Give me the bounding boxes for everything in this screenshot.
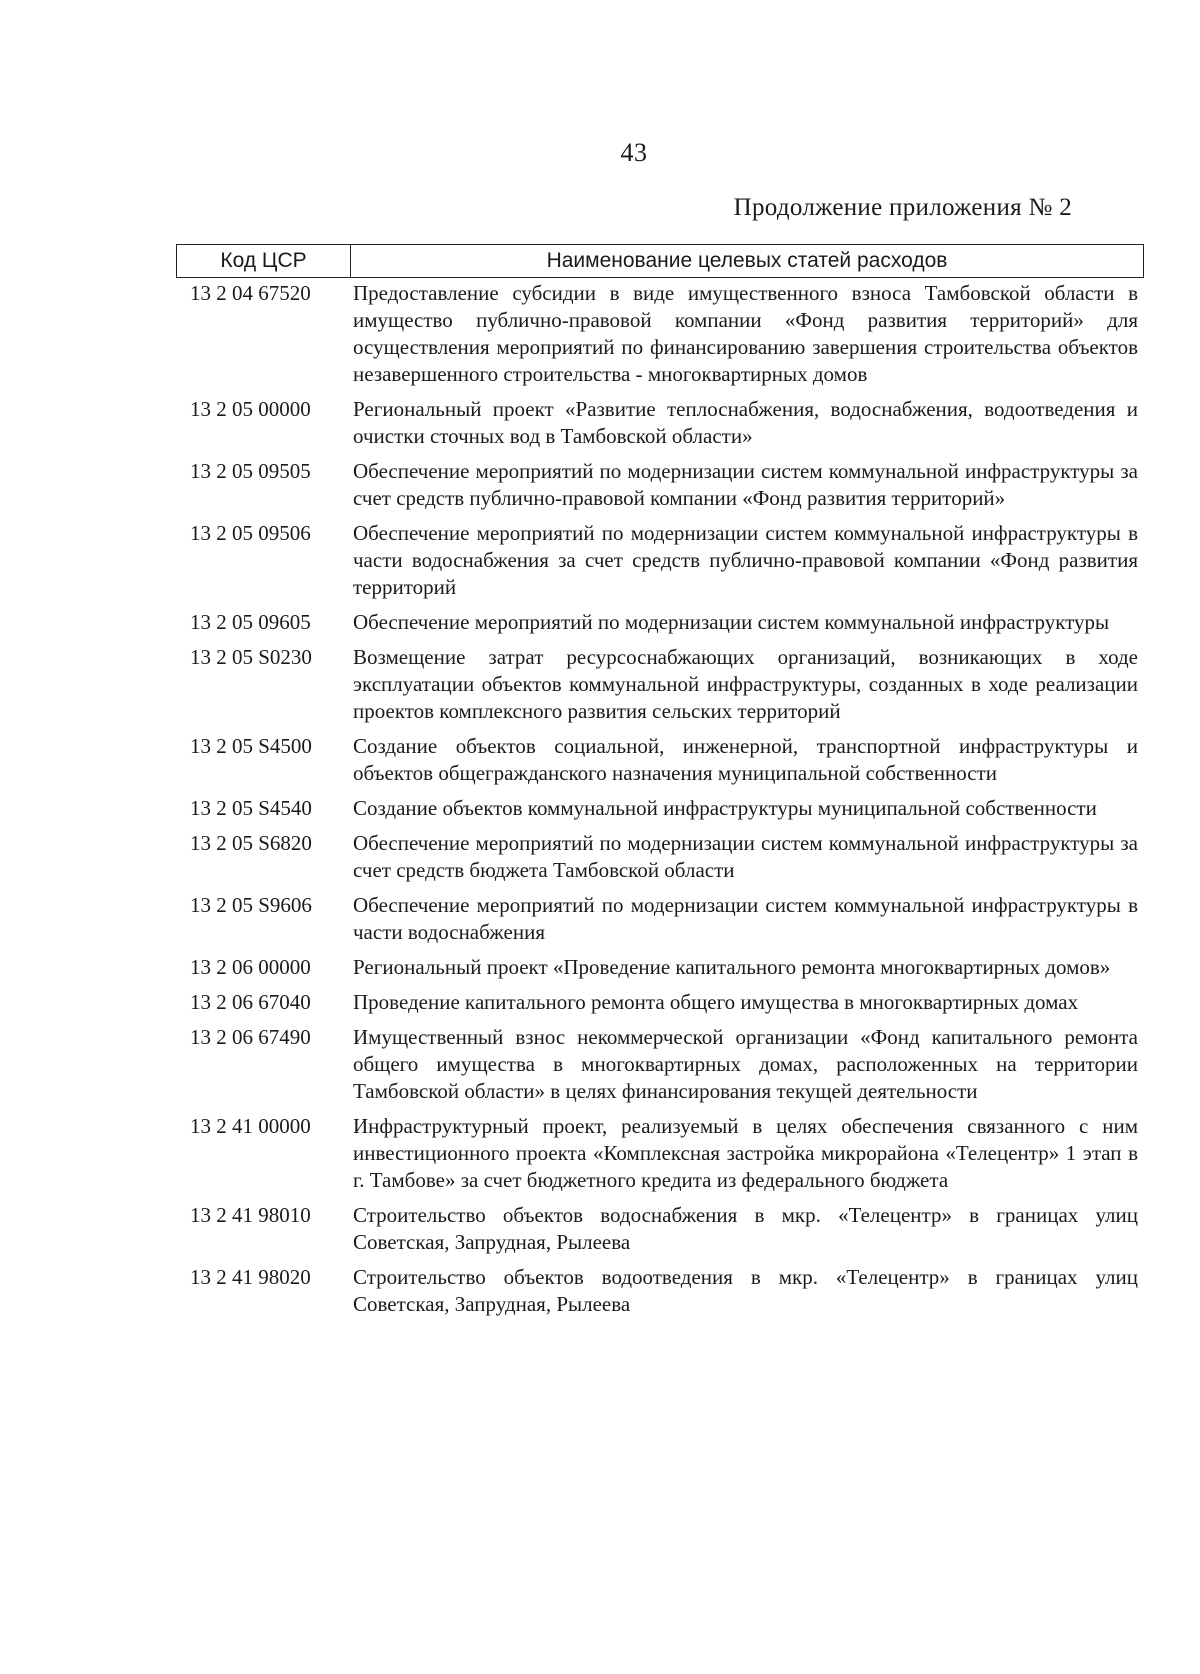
row-name: Обеспечение мероприятий по модернизации систем коммунальной инфраструктуры в части водоснабжения	[353, 893, 1138, 944]
row-code: 13 2 05 09506	[190, 521, 311, 545]
row-code: 13 2 05 09505	[190, 459, 311, 483]
table-row	[176, 644, 1144, 725]
row-code: 13 2 05 S9606	[190, 893, 312, 917]
table-row	[176, 609, 1144, 636]
table-body	[176, 280, 1144, 1318]
row-name: Обеспечение мероприятий по модернизации систем коммунальной инфраструктуры в части водоснабжения за счет средств публично-правовой компании «Фонд развития территорий	[353, 521, 1138, 599]
header-name: Наименование целевых статей расходов	[546, 249, 948, 272]
row-name: Строительство объектов водоотведения в мкр. «Телецентр» в границах улиц Советская, Запрудная, Рылеева	[353, 1265, 1138, 1316]
row-name: Обеспечение мероприятий по модернизации систем коммунальной инфраструктуры	[353, 610, 1110, 634]
page-number: 43	[620, 138, 648, 167]
row-code: 13 2 06 67040	[190, 990, 311, 1014]
row-code: 13 2 05 S0230	[190, 645, 312, 669]
row-name: Инфраструктурный проект, реализуемый в целях обеспечения связанного с ним инвестиционного проекта «Комплексная застройка микрорайона «Телецентр» 1 этап в г. Тамбове» за счет бюджетного кредита из федерального бюджета	[353, 1114, 1138, 1192]
row-code: 13 2 05 S4540	[190, 796, 312, 820]
table-row	[176, 1113, 1144, 1194]
table-row	[176, 733, 1144, 787]
table-row	[176, 1202, 1144, 1256]
table-row	[176, 396, 1144, 450]
row-name: Обеспечение мероприятий по модернизации систем коммунальной инфраструктуры за счет средств публично-правовой компании «Фонд развития территорий»	[353, 459, 1138, 510]
row-code: 13 2 05 09605	[190, 610, 311, 634]
table-row	[176, 830, 1144, 884]
table-header	[176, 244, 1144, 278]
row-name: Создание объектов коммунальной инфраструктуры муниципальной собственности	[353, 796, 1097, 820]
row-name: Региональный проект «Развитие теплоснабжения, водоснабжения, водоотведения и очистки сточных вод в Тамбовской области»	[353, 397, 1138, 448]
row-code: 13 2 41 98020	[190, 1265, 311, 1289]
table-row	[176, 892, 1144, 946]
row-name: Возмещение затрат ресурсоснабжающих организаций, возникающих в ходе эксплуатации объектов коммунальной инфраструктуры, созданных в ходе реализации проектов комплексного развития сельских территорий	[353, 645, 1138, 723]
row-code: 13 2 05 00000	[190, 397, 311, 421]
row-code: 13 2 05 S6820	[190, 831, 312, 855]
row-code: 13 2 06 67490	[190, 1025, 311, 1049]
header-code: Код ЦСР	[177, 245, 351, 277]
row-code: 13 2 41 98010	[190, 1203, 311, 1227]
appendix-continuation-note: Продолжение приложения № 2	[733, 194, 1072, 221]
budget-codes-table	[176, 244, 1144, 1326]
row-name: Создание объектов социальной, инженерной, транспортной инфраструктуры и объектов общегражданского назначения муниципальной собственности	[353, 734, 1138, 785]
row-name: Региональный проект «Проведение капитального ремонта многоквартирных домов»	[353, 955, 1111, 979]
table-row	[176, 1264, 1144, 1318]
table-row	[176, 795, 1144, 822]
row-name: Строительство объектов водоснабжения в мкр. «Телецентр» в границах улиц Советская, Запрудная, Рылеева	[353, 1203, 1138, 1254]
table-row	[176, 954, 1144, 981]
row-name: Предоставление субсидии в виде имущественного взноса Тамбовской области в имущество публично-правовой компании «Фонд развития территорий» для осуществления мероприятий по финансированию завершения строительства объектов незавершенного строительства - многоквартирных домов	[353, 281, 1138, 386]
row-name: Обеспечение мероприятий по модернизации систем коммунальной инфраструктуры за счет средств бюджета Тамбовской области	[353, 831, 1138, 882]
table-row	[176, 458, 1144, 512]
row-code: 13 2 05 S4500	[190, 734, 312, 758]
row-code: 13 2 04 67520	[190, 281, 311, 305]
table-row	[176, 520, 1144, 601]
table-row	[176, 1024, 1144, 1105]
row-name: Проведение капитального ремонта общего имущества в многоквартирных домах	[353, 990, 1079, 1014]
row-code: 13 2 06 00000	[190, 955, 311, 979]
row-code: 13 2 41 00000	[190, 1114, 311, 1138]
table-row	[176, 989, 1144, 1016]
row-name: Имущественный взнос некоммерческой организации «Фонд капитального ремонта общего имущества в многоквартирных домах, расположенных на территории Тамбовской области» в целях финансирования текущей деятельности	[353, 1025, 1138, 1103]
table-row	[176, 280, 1144, 388]
